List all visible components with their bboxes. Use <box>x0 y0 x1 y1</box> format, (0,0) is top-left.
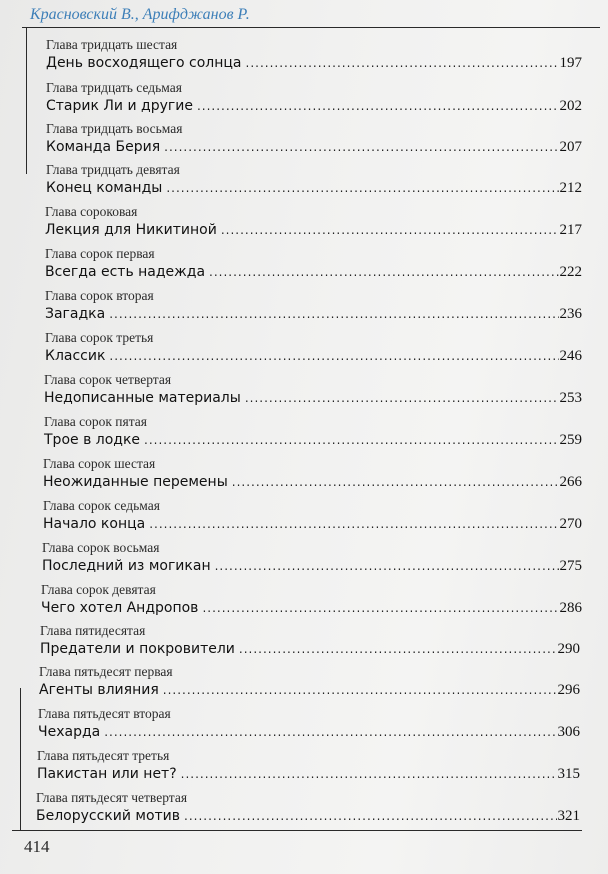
page-ref: 259 <box>559 432 582 448</box>
chapter-label: Глава тридцать восьмая <box>46 121 183 136</box>
toc-entry <box>38 706 580 748</box>
page-ref: 286 <box>559 600 582 616</box>
page-ref: 321 <box>557 808 580 824</box>
dot-leader <box>109 308 558 320</box>
chapter-label: Глава тридцать седьмая <box>46 80 182 95</box>
toc-entry <box>39 664 580 706</box>
page-ref: 253 <box>559 390 582 406</box>
dot-leader <box>166 182 558 194</box>
toc-entry <box>45 288 582 330</box>
chapter-label: Глава пятьдесят четвертая <box>36 790 188 805</box>
chapter-title: Пакистан или нет? <box>37 766 177 782</box>
toc-entry <box>45 246 582 288</box>
chapter-title: Старик Ли и другие <box>46 98 193 114</box>
chapter-label: Глава пятьдесят третья <box>37 748 170 763</box>
chapter-title: Всегда есть надежда <box>45 264 206 280</box>
page-ref: 222 <box>559 264 582 280</box>
dot-leader <box>164 141 558 153</box>
chapter-label: Глава сорок первая <box>45 246 155 261</box>
chapter-title: Классик <box>45 348 106 364</box>
dot-leader <box>184 810 556 822</box>
footer-rule <box>12 830 582 831</box>
chapter-title: Лекция для Никитиной <box>45 222 217 238</box>
toc-entry <box>46 80 582 122</box>
chapter-label: Глава тридцать девятая <box>46 162 180 177</box>
dot-leader <box>209 266 558 278</box>
dot-leader <box>144 434 558 446</box>
page-ref: 217 <box>559 222 582 238</box>
dot-leader <box>149 518 558 530</box>
page-ref: 306 <box>557 724 580 740</box>
chapter-label: Глава сорок восьмая <box>42 540 160 555</box>
running-header: Красновский В., Арифджанов Р. <box>30 6 250 23</box>
chapter-label: Глава пятидесятая <box>40 623 146 638</box>
dot-leader <box>163 684 557 696</box>
dot-leader <box>245 392 559 404</box>
page-ref: 315 <box>557 766 580 782</box>
dot-leader <box>221 224 559 236</box>
chapter-title: Последний из могикан <box>42 558 211 574</box>
page-ref: 270 <box>559 516 582 532</box>
toc-entry <box>43 456 582 498</box>
chapter-title: Загадка <box>45 306 106 322</box>
toc-entry <box>45 204 582 246</box>
chapter-label: Глава сорок третья <box>45 330 154 345</box>
chapter-title: Белорусский мотив <box>36 808 181 824</box>
dot-leader <box>197 100 559 112</box>
chapter-title: Агенты влияния <box>39 682 159 698</box>
dot-leader <box>202 602 558 614</box>
dot-leader <box>104 726 556 738</box>
toc-entry <box>44 372 582 414</box>
page-number: 414 <box>24 837 50 856</box>
page-ref: 246 <box>559 348 582 364</box>
page-ref: 236 <box>559 306 582 322</box>
page-ref: 212 <box>559 180 582 196</box>
dot-leader <box>109 350 558 362</box>
chapter-label: Глава пятьдесят вторая <box>38 706 171 721</box>
toc-entry <box>41 582 582 624</box>
chapter-label: Глава сорок вторая <box>45 288 154 303</box>
chapter-label: Глава сорок пятая <box>44 414 147 429</box>
chapter-title: День восходящего солнца <box>46 55 242 71</box>
chapter-label: Глава тридцать шестая <box>46 37 178 52</box>
chapter-title: Конец команды <box>46 180 163 196</box>
toc-entry <box>46 121 582 163</box>
header-rule <box>22 27 600 28</box>
dot-leader <box>215 560 559 572</box>
toc-entry <box>46 37 582 79</box>
toc-entry <box>43 498 582 540</box>
toc-entry <box>44 414 582 456</box>
page-ref: 290 <box>557 641 580 657</box>
chapter-title: Неожиданные перемены <box>43 474 228 490</box>
toc-entry <box>42 540 582 582</box>
dot-leader <box>232 476 559 488</box>
chapter-label: Глава сорок четвертая <box>44 372 172 387</box>
chapter-label: Глава пятьдесят первая <box>39 664 173 679</box>
chapter-title: Недописанные материалы <box>44 390 241 406</box>
page-ref: 207 <box>559 139 582 155</box>
dot-leader <box>181 768 557 780</box>
toc-entry <box>36 790 580 832</box>
chapter-label: Глава сорок шестая <box>43 456 156 471</box>
page-ref: 275 <box>559 558 582 574</box>
chapter-title: Начало конца <box>43 516 146 532</box>
page-ref: 197 <box>559 55 582 71</box>
margin-rule-top <box>26 28 27 174</box>
dot-leader <box>239 643 557 655</box>
chapter-title: Команда Берия <box>46 139 161 155</box>
page-ref: 266 <box>559 474 582 490</box>
chapter-label: Глава сорок седьмая <box>43 498 160 513</box>
page-ref: 296 <box>557 682 580 698</box>
dot-leader <box>246 57 559 69</box>
chapter-title: Чехарда <box>38 724 101 740</box>
chapter-label: Глава сороковая <box>45 204 138 219</box>
chapter-title: Чего хотел Андропов <box>41 600 199 616</box>
toc-entry <box>40 623 580 665</box>
toc-entry <box>46 162 582 204</box>
toc-entry <box>45 330 582 372</box>
chapter-title: Предатели и покровители <box>40 641 235 657</box>
chapter-label: Глава сорок девятая <box>41 582 156 597</box>
chapter-title: Трое в лодке <box>44 432 141 448</box>
margin-rule-bottom <box>20 688 21 830</box>
toc-entry <box>37 748 580 790</box>
page-ref: 202 <box>559 98 582 114</box>
